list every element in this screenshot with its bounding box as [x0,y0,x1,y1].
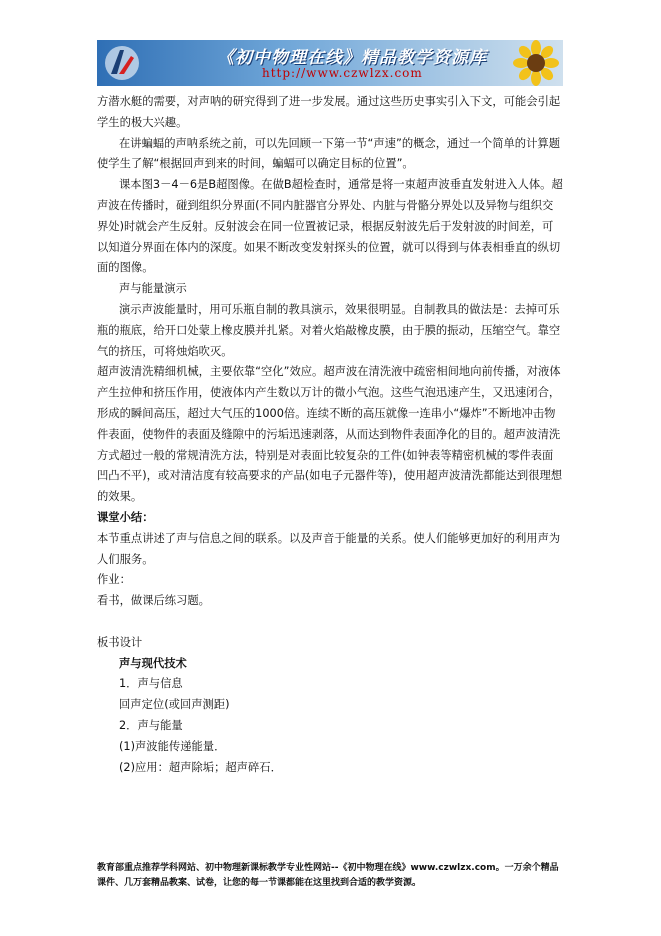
banner-title: 《初中物理在线》精品教学资源库 [217,48,487,68]
paragraph-energy-demo: 演示声波能量时，用可乐瓶自制的教具演示，效果很明显。自制教具的做法是：去掉可乐瓶的瓶底，给开口处蒙上橡皮膜并扎紧。对着火焰敲橡皮膜，由于膜的振动，压缩空气。靠空气的挤压，可将烛焰吹灭。 [97,302,561,358]
page-footer: 教育部重点推荐学科网站、初中物理新课标教学专业性网站--《初中物理在线》www.czwlzx.com。一万余个精品课件、几万套精品教案、试卷，让您的每一节课都能在这里找到合适的教学资源。 [97,863,559,888]
summary-text: 本节重点讲述了声与信息之间的联系。以及声音于能量的关系。使人们能够更加好的利用声为人们服务。 [97,531,561,566]
homework-text: 看书，做课后练习题。 [97,594,210,608]
section-heading-sound-energy: 声与能量演示 [119,282,187,296]
homework-heading: 作业： [97,573,131,587]
banner-url[interactable]: http://www.czwlzx.com [262,66,423,80]
spacer [97,612,563,633]
board-title: 声与现代技术 [119,656,187,670]
paragraph-intro-cont: 方潜水艇的需要，对声呐的研究得到了进一步发展。通过这些历史事实引入下文，可能会引起学生的极大兴趣。 [97,95,561,129]
paragraph-ultrasonic-cleaning: 超声波清洗精细机械，主要依靠“空化”效应。超声波在清洗液中疏密相间地向前传播，对液体产生拉伸和挤压作用，使液体内产生数以万计的微小气泡。这些气泡迅速产生，又迅速闭合，形成的瞬间高压，超过大气压的1000倍。连续不断的高压就像一连串小“爆炸”不断地冲击物件表面，使物件的表面及缝隙中的污垢迅速剥落，从而达到物件表面净化的目的。超声波清洗方式超过一般的常规清洗方法，特别是对表面比较复杂的工件(如钟表等精密机械的零件表面凹凸不平)，或对清洁度有较高要求的产品(如电子元器件等)，使用超声波清洗都能达到很理想的效果。 [97,365,563,504]
site-logo-icon [103,44,141,82]
paragraph-b-ultrasound: 课本图3－4－6是B超图像。在做B超检查时，通常是将一束超声波垂直发射进入人体。超声波在传播时，碰到组织分界面(不同内脏器官分界处、内脏与骨骼分界处以及异物与组织交界处)时就会产生反射。反射波会在同一位置被记录，根据反射波先后于发射波的时间差，可以知道分界面在体内的深度。如果不断改变发射探头的位置，就可以得到与体表相垂直的纵切面的图像。 [97,178,563,275]
summary-heading: 课堂小结： [97,510,154,524]
board-item: 2．声与能量 [119,718,183,732]
board-item: 1．声与信息 [119,677,183,691]
board-design-heading: 板书设计 [97,635,143,649]
document-body [97,92,563,778]
header-banner [97,40,563,86]
paragraph-bat-sonar: 在讲蝙蝠的声呐系统之前，可以先回顾一下第一节“声速”的概念，通过一个简单的计算题使学生了解“根据回声到来的时间，蝙蝠可以确定目标的位置”。 [97,136,560,171]
board-item: 回声定位(或回声测距) [119,698,230,712]
board-item: (1)声波能传递能量． [119,739,226,753]
sunflower-icon [513,40,559,86]
board-item: (2)应用：超声除垢；超声碎石． [119,760,282,774]
